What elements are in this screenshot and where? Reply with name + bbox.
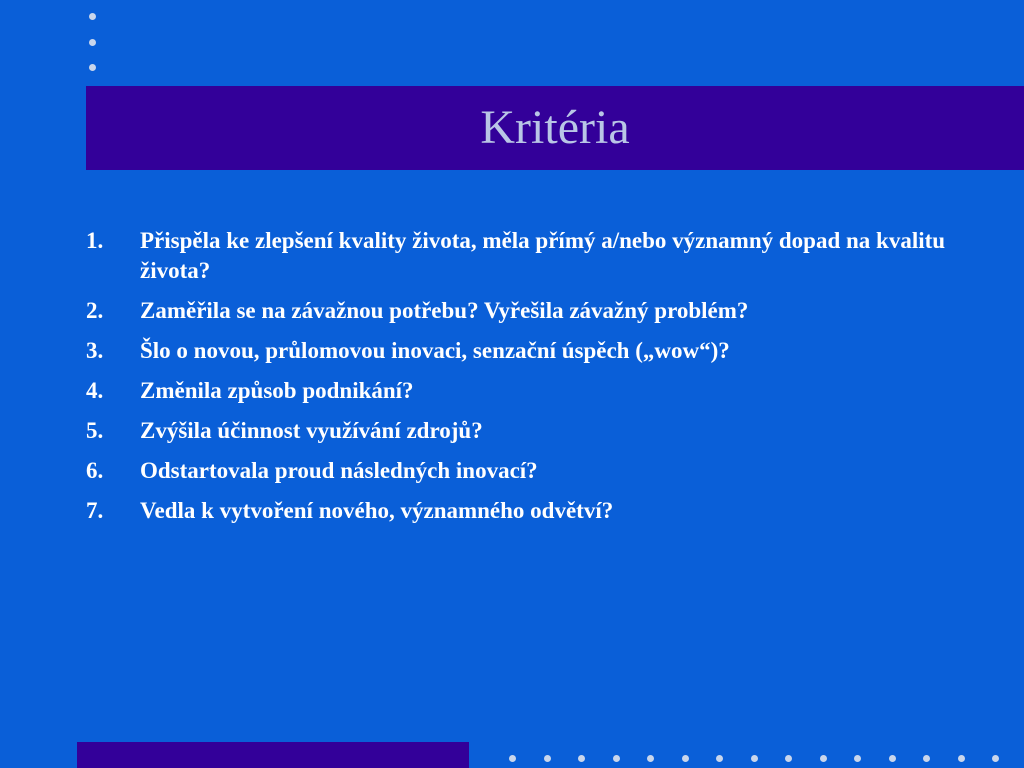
list-item: [86, 456, 966, 486]
list-text: Zaměřila se na závažnou potřebu? Vyřešila závažný problém?: [140, 298, 749, 323]
list-number: 5.: [86, 418, 104, 443]
decor-dot: [889, 755, 896, 762]
decor-dot: [89, 64, 96, 71]
decor-dot: [751, 755, 758, 762]
list-text: Přispěla ke zlepšení kvality života, měla přímý a/nebo významný dopad na kvalitu života?: [140, 228, 946, 283]
list-item: [86, 226, 966, 286]
title-band: [86, 86, 1024, 170]
criteria-list: [86, 226, 966, 536]
list-item: [86, 336, 966, 366]
decor-dot: [923, 755, 930, 762]
list-number: 6.: [86, 458, 104, 483]
list-number: 4.: [86, 378, 104, 403]
decor-dot: [89, 39, 96, 46]
list-number: 7.: [86, 498, 104, 523]
list-number: 2.: [86, 298, 104, 323]
decor-dot: [682, 755, 689, 762]
list-text: Zvýšila účinnost využívání zdrojů?: [140, 418, 483, 443]
list-number: 1.: [86, 228, 104, 253]
list-text: Změnila způsob podnikání?: [140, 378, 414, 403]
list-text: Šlo o novou, průlomovou inovaci, senzační úspěch („wow“)?: [140, 338, 730, 363]
decor-dot: [854, 755, 861, 762]
decor-dot: [716, 755, 723, 762]
list-item: [86, 416, 966, 446]
decor-dot: [785, 755, 792, 762]
footer-bar: [77, 742, 469, 768]
list-text: Odstartovala proud následných inovací?: [140, 458, 538, 483]
decor-dot: [578, 755, 585, 762]
list-text: Vedla k vytvoření nového, významného odvětví?: [140, 498, 614, 523]
list-item: [86, 496, 966, 526]
decor-dot: [509, 755, 516, 762]
decor-dot: [613, 755, 620, 762]
decor-dot: [89, 13, 96, 20]
list-item: [86, 376, 966, 406]
decor-dot: [820, 755, 827, 762]
decor-dot: [992, 755, 999, 762]
list-item: [86, 296, 966, 326]
decor-dot: [647, 755, 654, 762]
slide-title: Kritéria: [480, 101, 630, 154]
list-number: 3.: [86, 338, 104, 363]
decor-dot: [544, 755, 551, 762]
decor-dot: [958, 755, 965, 762]
